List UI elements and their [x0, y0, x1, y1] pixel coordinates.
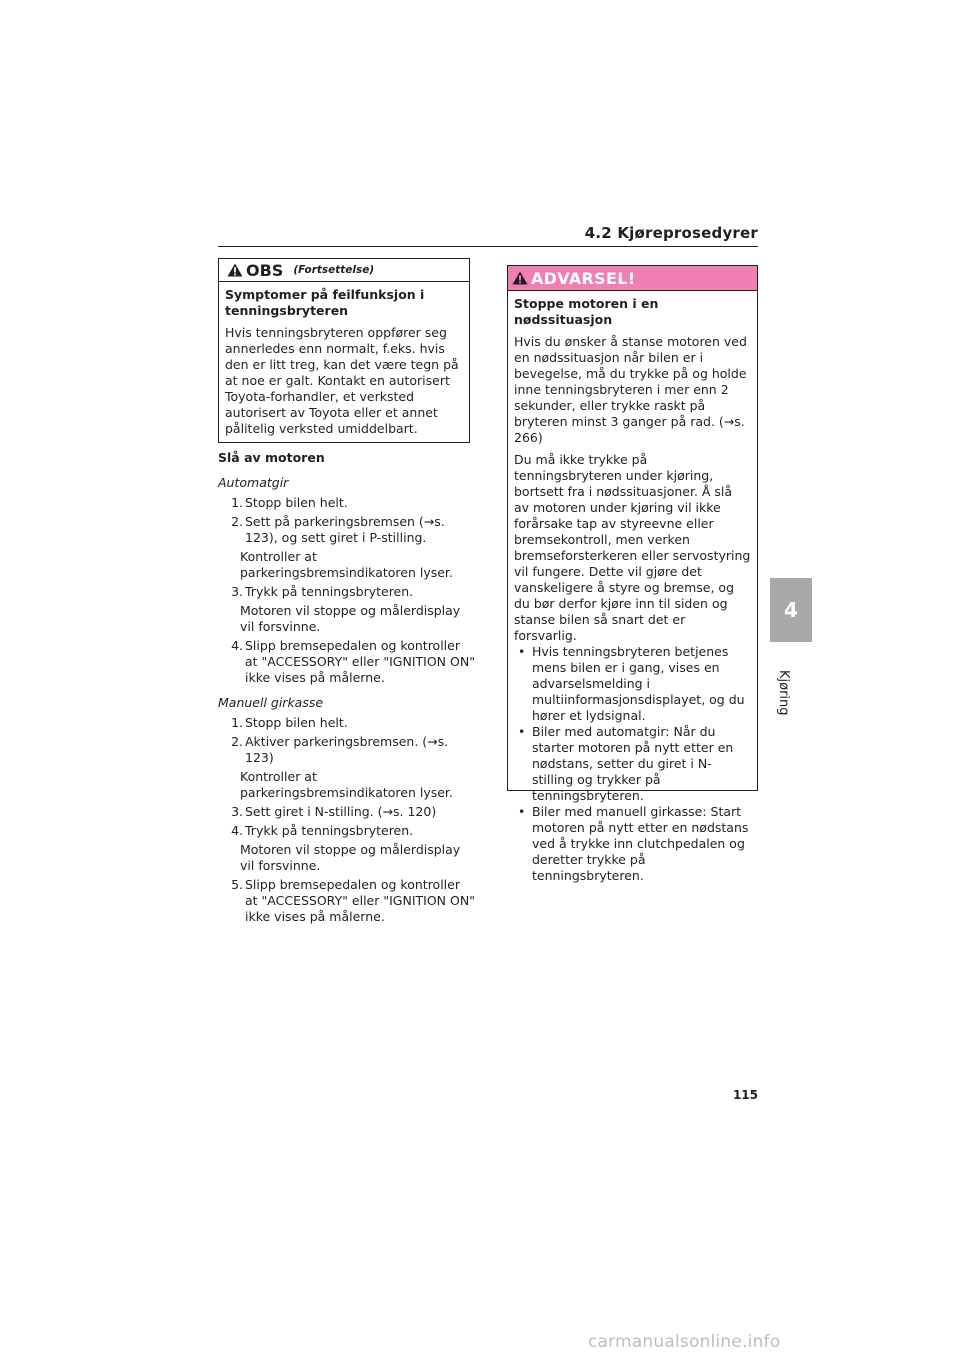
list-item: 2. Aktiver parkeringsbremsen. (→s. 123): [231, 734, 449, 765]
obs-text: Hvis tenningsbryteren oppfører seg annerledes enn normalt, f.eks. hvis den er litt treg, kan det være tegn på at noe er galt. Kontakt en autorisert Toyota-forhandler, et verksted autorisert av Toyota eller et annet pålitelig verksted umiddelbart.: [225, 325, 459, 436]
obs-title: OBS: [246, 260, 284, 280]
watermark: carmanualsonline.info: [588, 1332, 781, 1352]
header-divider: [218, 246, 758, 247]
step-note: Kontroller at parkeringsbremsindikatoren lyser.: [240, 769, 453, 800]
manual-label: Manuell girkasse: [218, 695, 324, 710]
warning-box: [507, 265, 758, 883]
stop-engine-section: [218, 450, 476, 928]
list-item: 4. Trykk på tenningsbryteren.: [231, 823, 414, 838]
obs-continued: (Fortsettelse): [293, 264, 375, 276]
list-item: • Hvis tenningsbryteren betjenes mens bilen er i gang, vises en advarselsmelding i multiinformasjonsdisplayet, og du hører et lydsignal.: [518, 644, 745, 723]
list-item: 1. Stopp bilen helt.: [231, 715, 348, 730]
warning-header: [508, 266, 757, 291]
warning-triangle-icon: [512, 271, 528, 285]
section-header: 4.2 Kjøreprosedyrer: [584, 224, 758, 242]
list-item: • Biler med automatgir: Når du starter motoren på nytt etter en nødstans, setter du giret i N-stilling og trykker på tenningsbryteren.: [518, 724, 734, 803]
page-number: 115: [732, 1088, 758, 1102]
chapter-number: 4: [784, 598, 798, 622]
list-item: 1. Stopp bilen helt.: [231, 495, 348, 510]
section-heading: Slå av motoren: [218, 450, 325, 465]
step-note: Kontroller at parkeringsbremsindikatoren lyser.: [240, 549, 453, 580]
warning-heading: Stoppe motoren i en nødssituasjon: [514, 296, 659, 327]
step-note: Motoren vil stoppe og målerdisplay vil forsvinne.: [240, 842, 461, 873]
warning-paragraph-2: Du må ikke trykke på tenningsbryteren under kjøring, bortsett fra i nødssituasjoner. Å slå av motoren under kjøring vil ikke forårsake tap av styreevne eller bremsekontroll, men verken bremseforsterkeren eller servostyring vil fungere. Dette vil gjøre det vanskeligere å styre og bremse, og du bør derfor kjøre inn til siden og stanse bilen så snart det er forsvarlig.: [514, 452, 751, 643]
list-item: • Biler med manuell girkasse: Start motoren på nytt etter en nødstans ved å trykke inn clutchpedalen og deretter trykke på tenningsbryteren.: [518, 804, 749, 883]
step-note: Motoren vil stoppe og målerdisplay vil forsvinne.: [240, 603, 461, 634]
chapter-label: Kjøring: [776, 670, 791, 716]
warning-title: ADVARSEL!: [531, 268, 636, 288]
list-item: 3. Sett giret i N-stilling. (→s. 120): [231, 804, 437, 819]
obs-header: [219, 259, 469, 282]
list-item: 5. Slipp bremsepedalen og kontroller at "ACCESSORY" eller "IGNITION ON" ikke vises på målerne.: [231, 877, 475, 924]
list-item: 2. Sett på parkeringsbremsen (→s. 123), og sett giret i P-stilling.: [231, 514, 445, 545]
obs-heading: Symptomer på feilfunksjon i tenningsbryteren: [225, 287, 425, 318]
warning-paragraph-1: Hvis du ønsker å stanse motoren ved en nødssituasjon når bilen er i bevegelse, må du trykke på og holde inne tenningsbryteren i mer enn 2 sekunder, eller trykke raskt på bryteren minst 3 ganger på rad. (→s. 266): [514, 334, 747, 445]
chapter-tab[interactable]: [770, 578, 812, 642]
obs-notice-box: [218, 258, 470, 443]
list-item: 4. Slipp bremsepedalen og kontroller at "ACCESSORY" eller "IGNITION ON" ikke vises på målerne.: [231, 638, 475, 685]
caution-triangle-icon: [227, 263, 243, 277]
list-item: 3. Trykk på tenningsbryteren.: [231, 584, 414, 599]
automatic-label: Automatgir: [218, 475, 289, 490]
